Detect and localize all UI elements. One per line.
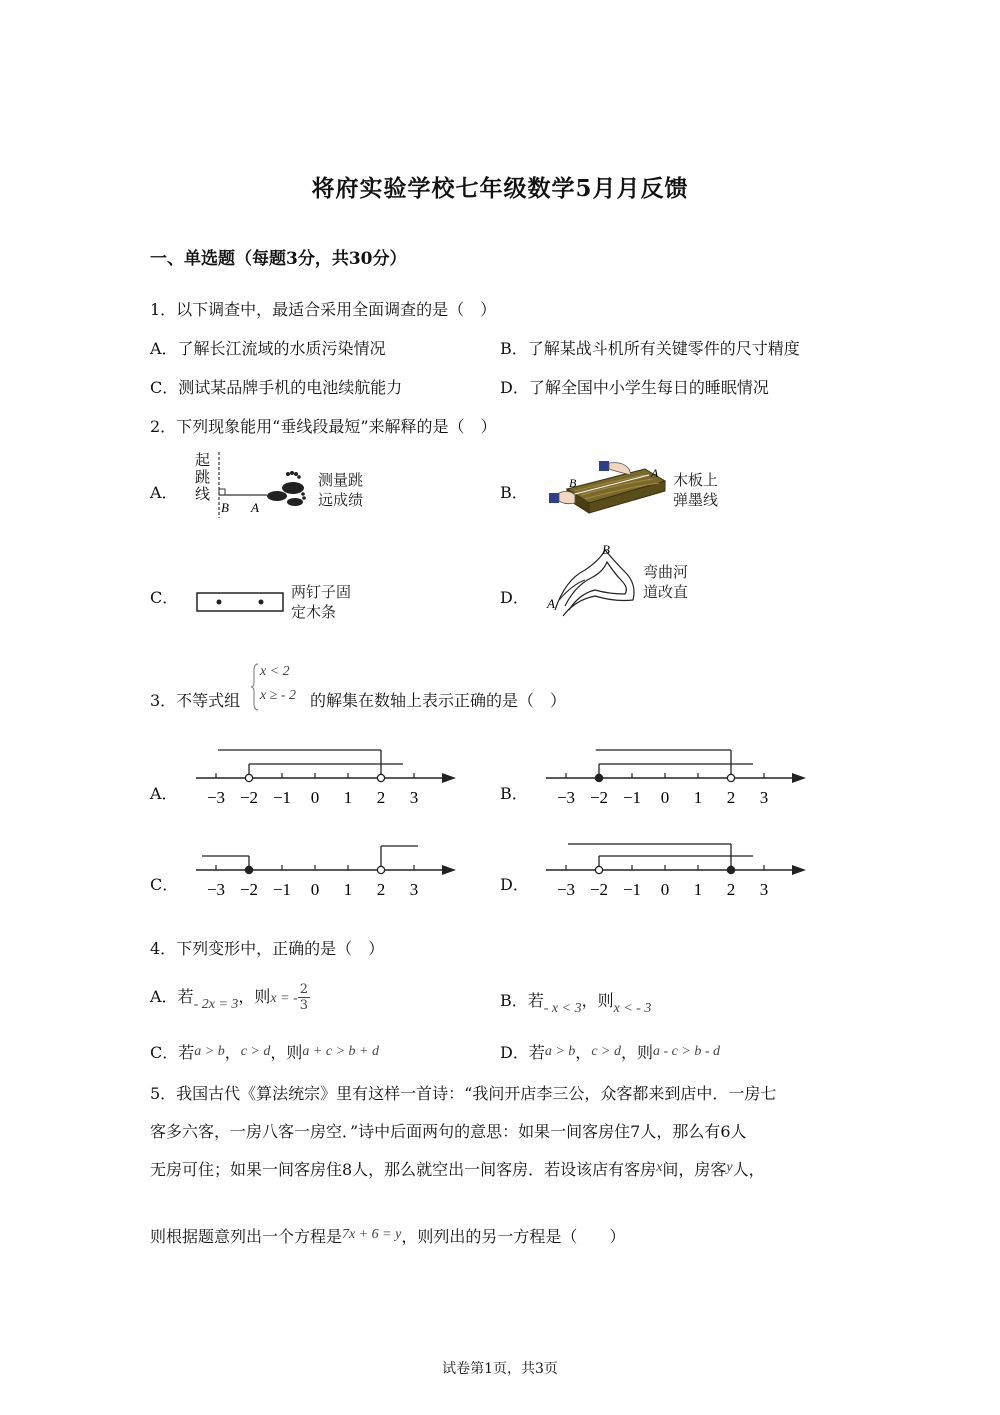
q4a-mid: ，则 xyxy=(238,987,271,1006)
q2a-vertical-2: 跳 xyxy=(195,468,211,486)
tick-label: 1 xyxy=(693,788,703,807)
tick-label: −2 xyxy=(589,880,609,899)
q4a-math-1: - 2x = 3 xyxy=(193,997,239,1012)
q2-option-c-figure xyxy=(195,578,385,628)
footprint-icon xyxy=(267,471,306,506)
tick-label: 0 xyxy=(660,788,670,807)
tick-label: 2 xyxy=(376,880,386,899)
tick-label: −1 xyxy=(272,788,292,807)
q5-var-y: y xyxy=(726,1160,733,1175)
closed-dot xyxy=(245,866,252,873)
number-line-b xyxy=(540,740,820,810)
q4-option-d xyxy=(500,1042,720,1066)
tick-label: −3 xyxy=(556,788,576,807)
number-line-c xyxy=(190,832,470,902)
q2b-caption-2: 弹墨线 xyxy=(673,491,719,509)
q1-option-a: A．了解长江流域的水质污染情况 xyxy=(150,339,386,358)
q2b-point-a: A xyxy=(651,466,659,480)
q3-stem-post: 的解集在数轴上表示正确的是（ ） xyxy=(310,691,567,710)
open-dot xyxy=(727,774,734,781)
q4b-math-2: x < - 3 xyxy=(613,1001,652,1016)
q2-option-b-figure xyxy=(545,455,745,525)
q5-line-4 xyxy=(150,1218,850,1258)
closed-dot xyxy=(727,866,734,873)
q4c-pre: C．若 xyxy=(150,1043,195,1062)
q3-option-d-label: D． xyxy=(500,875,529,894)
q4-stem: 4．下列变形中，正确的是（ ） xyxy=(150,939,385,958)
q2a-vertical-1: 起 xyxy=(195,451,211,469)
q2a-caption-1: 测量跳 xyxy=(318,471,364,489)
q4d-mid: ，则 xyxy=(620,1043,653,1062)
tick-label: 1 xyxy=(693,880,703,899)
q5-l3-pre: 无房可住；如果一间客房住8人，那么就空出一间客房．若设该店有客房 xyxy=(150,1160,657,1179)
q1-option-b: B．了解某战斗机所有关键零件的尺寸精度 xyxy=(500,339,800,358)
q2c-caption-1: 两钉子固 xyxy=(291,583,352,601)
tick-label: −2 xyxy=(239,788,259,807)
open-dot xyxy=(595,866,602,873)
q2c-caption-2: 定木条 xyxy=(291,603,337,621)
tick-label: −2 xyxy=(239,880,259,899)
q1-stem: 1．以下调查中，最适合采用全面调查的是（ ） xyxy=(150,300,497,319)
q4b-pre: B．若 xyxy=(500,991,544,1010)
page-footer: 试卷第1页，共3页 xyxy=(442,1361,558,1377)
q2d-point-b: B xyxy=(602,542,610,557)
q2-option-d-figure xyxy=(545,540,745,625)
q5-line-1: 5．我国古代《算法统宗》里有这样一首诗：“我问开店李三公，众客都来到店中．一房七 xyxy=(150,1084,777,1103)
q5-l4-post: ，则列出的另一方程是（ ） xyxy=(401,1227,626,1246)
q4d-math-1: a > b xyxy=(544,1044,576,1059)
q4b-math-1: - x < 3 xyxy=(543,1001,582,1016)
q2d-caption-1: 弯曲河 xyxy=(643,563,689,581)
q5-line-3 xyxy=(150,1151,850,1191)
q2-option-c-label: C． xyxy=(150,588,179,607)
q4a-math-2: x = - xyxy=(270,991,298,1006)
tick-label: 0 xyxy=(310,880,320,899)
q4d-math-2: c > d xyxy=(591,1044,621,1059)
q5-l4-pre: 则根据题意列出一个方程是 xyxy=(150,1227,343,1246)
q4a-fraction xyxy=(298,982,310,1013)
tick-label: 1 xyxy=(343,880,353,899)
q3-option-a-label: A． xyxy=(150,784,178,803)
q4b-mid: ，则 xyxy=(581,991,614,1010)
open-dot xyxy=(377,866,384,873)
q3-stem-pre: 3．不等式组 xyxy=(150,691,241,710)
axis-arrow xyxy=(442,865,456,875)
q4-option-a xyxy=(150,982,310,1013)
tick-label: −3 xyxy=(556,880,576,899)
tick-label: −1 xyxy=(622,880,642,899)
open-dot xyxy=(377,774,384,781)
tick-label: 3 xyxy=(759,788,769,807)
tick-label: −1 xyxy=(622,788,642,807)
section-heading: 一、单选题（每题3分，共30分） xyxy=(150,249,407,269)
tick-label: 0 xyxy=(660,880,670,899)
tick-label: 3 xyxy=(759,880,769,899)
q4a-denominator: 3 xyxy=(299,998,309,1013)
q4c-mid: ，则 xyxy=(270,1043,303,1062)
q3-option-b-label: B． xyxy=(500,784,528,803)
axis-arrow xyxy=(792,773,806,783)
q4c-math-1: a > b xyxy=(194,1044,225,1059)
q4a-pre: A．若 xyxy=(150,987,194,1006)
closed-dot xyxy=(595,774,602,781)
q3-ineq-2: x ≥ - 2 xyxy=(260,688,297,703)
q2a-point-a: A xyxy=(251,500,259,515)
tick-label: 3 xyxy=(409,880,419,899)
q4c-math-3: a + c > b + d xyxy=(302,1044,379,1059)
q5-line-2: 客多六客，一房八客一房空．”诗中后面两句的意思：如果一间客房住7人，那么有6人 xyxy=(150,1122,747,1141)
q4d-pre: D．若 xyxy=(500,1043,545,1062)
q2a-vertical-3: 线 xyxy=(195,485,211,503)
tick-label: 3 xyxy=(409,788,419,807)
axis-arrow xyxy=(792,865,806,875)
q2-option-a-figure xyxy=(195,452,385,522)
tick-label: 2 xyxy=(726,788,736,807)
q4-option-c xyxy=(150,1042,379,1066)
q5-l3-post: 人， xyxy=(732,1160,765,1179)
axis-arrow xyxy=(442,773,456,783)
number-line-a xyxy=(190,740,470,810)
tick-label: −1 xyxy=(272,880,292,899)
q5-l3-mid: 间，房客 xyxy=(662,1160,727,1179)
q2-option-b-label: B． xyxy=(500,483,528,502)
q3-ineq-1: x < 2 xyxy=(260,664,290,679)
tick-label: −3 xyxy=(206,788,226,807)
tick-label: 2 xyxy=(376,788,386,807)
page-title: 将府实验学校七年级数学5月月反馈 xyxy=(311,175,689,202)
q2b-point-b: B xyxy=(569,476,577,490)
q5-var-x: x xyxy=(656,1160,663,1175)
q2-stem: 2．下列现象能用“垂线段最短”来解释的是（ ） xyxy=(150,417,497,436)
q2d-caption-2: 道改直 xyxy=(643,583,689,601)
q3-system xyxy=(250,662,310,712)
hand-icon xyxy=(599,461,631,475)
tick-label: −3 xyxy=(206,880,226,899)
tick-label: 0 xyxy=(310,788,320,807)
q2a-caption-2: 远成绩 xyxy=(318,491,364,509)
q1-option-d: D．了解全国中小学生每日的睡眠情况 xyxy=(500,378,769,397)
q2-option-d-label: D． xyxy=(500,588,529,607)
q4d-math-3: a - c > b - d xyxy=(653,1044,720,1059)
hand-icon-2 xyxy=(549,491,575,503)
number-line-d xyxy=(540,832,820,902)
q4a-numerator: 2 xyxy=(299,982,309,997)
q4c-math-2: c > d xyxy=(240,1044,271,1059)
q2a-point-b: B xyxy=(221,500,229,515)
tick-label: 2 xyxy=(726,880,736,899)
q4d-sep: ， xyxy=(575,1043,592,1062)
q2d-point-a: A xyxy=(547,596,555,611)
tick-label: −2 xyxy=(589,788,609,807)
q4-option-b xyxy=(500,990,651,1014)
q1-option-c: C．测试某品牌手机的电池续航能力 xyxy=(150,378,403,397)
q3-option-c-label: C． xyxy=(150,875,179,894)
q2-option-a-label: A． xyxy=(150,483,178,502)
q5-equation: 7x + 6 = y xyxy=(342,1227,402,1242)
open-dot xyxy=(245,774,252,781)
tick-label: 1 xyxy=(343,788,353,807)
q4c-sep: ， xyxy=(224,1043,241,1062)
q2b-caption-1: 木板上 xyxy=(673,471,719,489)
